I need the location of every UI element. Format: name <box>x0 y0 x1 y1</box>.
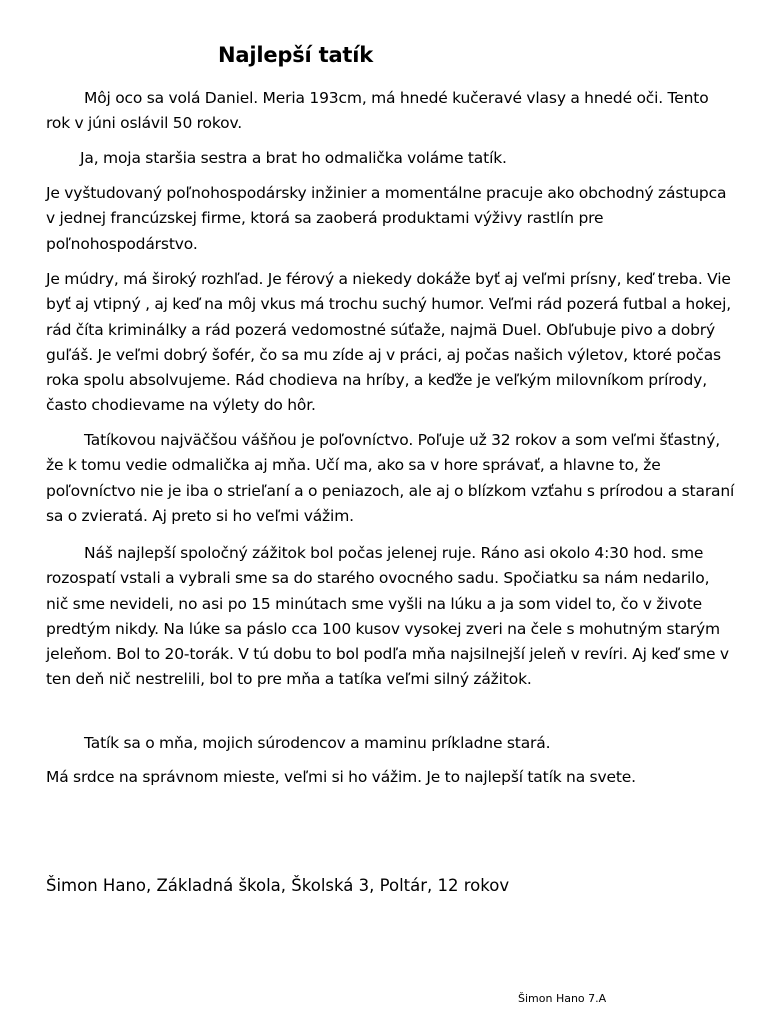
author-signature: Šimon Hano, Základná škola, Školská 3, Poltár, 12 rokov <box>46 876 510 895</box>
document-title: Najlepší tatík <box>218 43 374 67</box>
paragraph-profession: Je vyštudovaný poľnohospodársky inžinier a momentálne pracuje ako obchodný zástupca v jednej francúzskej firme, ktorá sa zaoberá produktami výživy rastlín pre poľnohospodárstvo. <box>46 184 727 253</box>
paragraph-character: Je múdry, má široký rozhľad. Je férový a niekedy dokáže byť aj veľmi prísny, keď treba. Vie byť aj vtipný , aj keď na môj vkus má trochu suchý humor. Veľmi rád pozerá futbal a hokej, rád číta kriminálky a rád pozerá vedomostné súťaže, najmä Duel. Obľubuje pivo a dobrý guľáš. Je veľmi dobrý šofér, čo sa mu zíde aj v práci, aj počas našich výletov, ktoré počas roka spolu absolvujeme. Rád chodieva na hríby, a keďže je veľkým milovníkom prírody, často chodievame na výlety do hôr. <box>46 270 731 415</box>
footer-note: Šimon Hano 7.A <box>518 992 607 1005</box>
paragraph-siblings: Ja, moja staršia sestra a brat ho odmalička voláme tatík. <box>80 149 507 167</box>
paragraph-care: Tatík sa o mňa, mojich súrodencov a maminu príkladne stará. <box>84 734 551 752</box>
paragraph-experience: Náš najlepší spoločný zážitok bol počas jelenej ruje. Ráno asi okolo 4:30 hod. sme rozospatí vstali a vybrali sme sa do starého ovocného sadu. Spočiatku sa nám nedarilo, nič sme nevideli, no asi po 15 minútach sme vyšli na lúku a ja som videl to, čo v živote predtým nikdy. Na lúke sa páslo cca 100 kusov vysokej zveri na čele s mohutným starým jeleňom. Bol to 20-torák. V tú dobu to bol podľa mňa najsilnejší jeleň v revíri. Aj keď sme v ten deň nič nestrelili, bol to pre mňa a tatíka veľmi silný zážitok. <box>46 544 729 689</box>
paragraph-hunting: Tatíkovou najväčšou vášňou je poľovníctvo. Poľuje už 32 rokov a som veľmi šťastný, že k tomu vedie odmalička aj mňa. Učí ma, ako sa v hore správať, a hlavne to, že poľovníctvo nie je iba o strieľaní a o peniazoch, ale aj o blízkom vzťahu s prírodou a staraní sa o zvieratá. Aj preto si ho veľmi vážim. <box>46 431 735 525</box>
paragraph-intro: Môj oco sa volá Daniel. Meria 193cm, má hnedé kučeravé vlasy a hnedé oči. Tento rok v júni oslávil 50 rokov. <box>46 89 709 133</box>
paragraph-closing: Má srdce na správnom mieste, veľmi si ho vážim. Je to najlepší tatík na svete. <box>46 768 636 786</box>
